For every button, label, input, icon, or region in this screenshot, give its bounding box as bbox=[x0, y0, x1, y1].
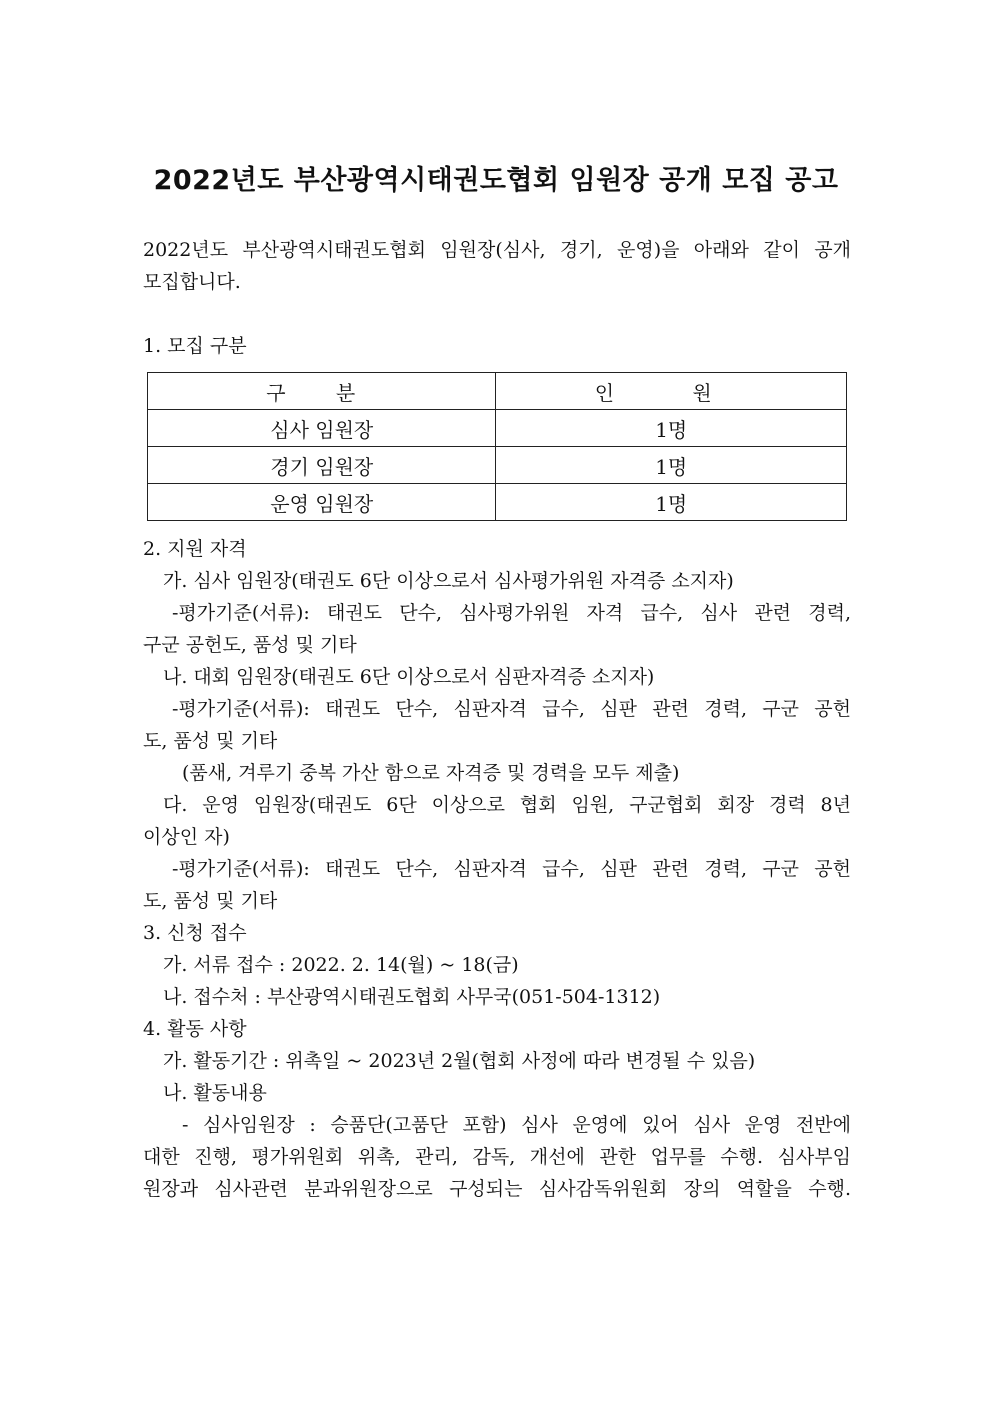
table-cell-position: 심사 임원장 bbox=[148, 410, 496, 447]
section-2b-criteria-2: 도, 품성 및 기타 bbox=[143, 730, 278, 752]
table-header-row bbox=[148, 373, 847, 410]
section-2b-criteria-1: -평가기준(서류): 태권도 단수, 심판자격 급수, 심판 관련 경력, 구군 공헌 bbox=[172, 698, 851, 720]
section-2c-criteria-2: 도, 품성 및 기타 bbox=[143, 890, 278, 912]
table-row bbox=[148, 410, 847, 447]
section-2c-title-1: 다. 운영 임원장(태권도 6단 이상으로 협회 임원, 구군협회 회장 경력 8년 bbox=[163, 794, 851, 816]
document-title: 2022년도 부산광역시태권도협회 임원장 공개 모집 공고 bbox=[153, 165, 839, 196]
table-row bbox=[148, 484, 847, 521]
section-2a-title: 가. 심사 임원장(태권도 6단 이상으로서 심사평가위원 자격증 소지자) bbox=[163, 570, 734, 592]
section-4b-line-2: 대한 진행, 평가위원회 위촉, 관리, 감독, 개선에 관한 업무를 수행. 심사부임 bbox=[143, 1146, 851, 1168]
table-cell-position: 경기 임원장 bbox=[148, 447, 496, 484]
section-4b-line-1: - 심사임원장 : 승품단(고품단 포함) 심사 운영에 있어 심사 운영 전반에 bbox=[182, 1114, 851, 1136]
section-2a-criteria-2: 구군 공헌도, 품성 및 기타 bbox=[143, 634, 357, 656]
section-2a-criteria-1: -평가기준(서류): 태권도 단수, 심사평가위원 자격 급수, 심사 관련 경력, bbox=[172, 602, 851, 624]
table-cell-count: 1명 bbox=[496, 447, 847, 484]
section-2-heading: 2. 지원 자격 bbox=[143, 538, 247, 560]
table-cell-position: 운영 임원장 bbox=[148, 484, 496, 521]
section-2c-title-2: 이상인 자) bbox=[143, 826, 230, 848]
intro-line-1: 2022년도 부산광역시태권도협회 임원장(심사, 경기, 운영)을 아래와 같이 공개 bbox=[143, 239, 851, 261]
table-row bbox=[148, 447, 847, 484]
table-cell-count: 1명 bbox=[496, 410, 847, 447]
section-4b-line-3: 원장과 심사관련 분과위원장으로 구성되는 심사감독위원회 장의 역할을 수행. bbox=[143, 1178, 851, 1200]
intro-line-2: 모집합니다. bbox=[143, 271, 241, 293]
section-3a: 가. 서류 접수 : 2022. 2. 14(월) ~ 18(금) bbox=[163, 954, 519, 976]
section-3-heading: 3. 신청 접수 bbox=[143, 922, 247, 944]
section-4-heading: 4. 활동 사항 bbox=[143, 1018, 247, 1040]
section-3b: 나. 접수처 : 부산광역시태권도협회 사무국(051-504-1312) bbox=[163, 986, 661, 1008]
table-cell-count: 1명 bbox=[496, 484, 847, 521]
section-2c-criteria-1: -평가기준(서류): 태권도 단수, 심판자격 급수, 심판 관련 경력, 구군 공헌 bbox=[172, 858, 851, 880]
table-header-count: 인 원 bbox=[496, 373, 847, 410]
recruitment-table bbox=[147, 372, 847, 521]
section-4b: 나. 활동내용 bbox=[163, 1082, 267, 1104]
section-4a: 가. 활동기간 : 위촉일 ~ 2023년 2월(협회 사정에 따라 변경될 수 있음) bbox=[163, 1050, 756, 1072]
section-2b-note: (품새, 겨루기 중복 가산 함으로 자격증 및 경력을 모두 제출) bbox=[182, 762, 680, 784]
table-header-category: 구 분 bbox=[148, 373, 496, 410]
section-1-heading: 1. 모집 구분 bbox=[143, 335, 247, 357]
section-2b-title: 나. 대회 임원장(태권도 6단 이상으로서 심판자격증 소지자) bbox=[163, 666, 655, 688]
